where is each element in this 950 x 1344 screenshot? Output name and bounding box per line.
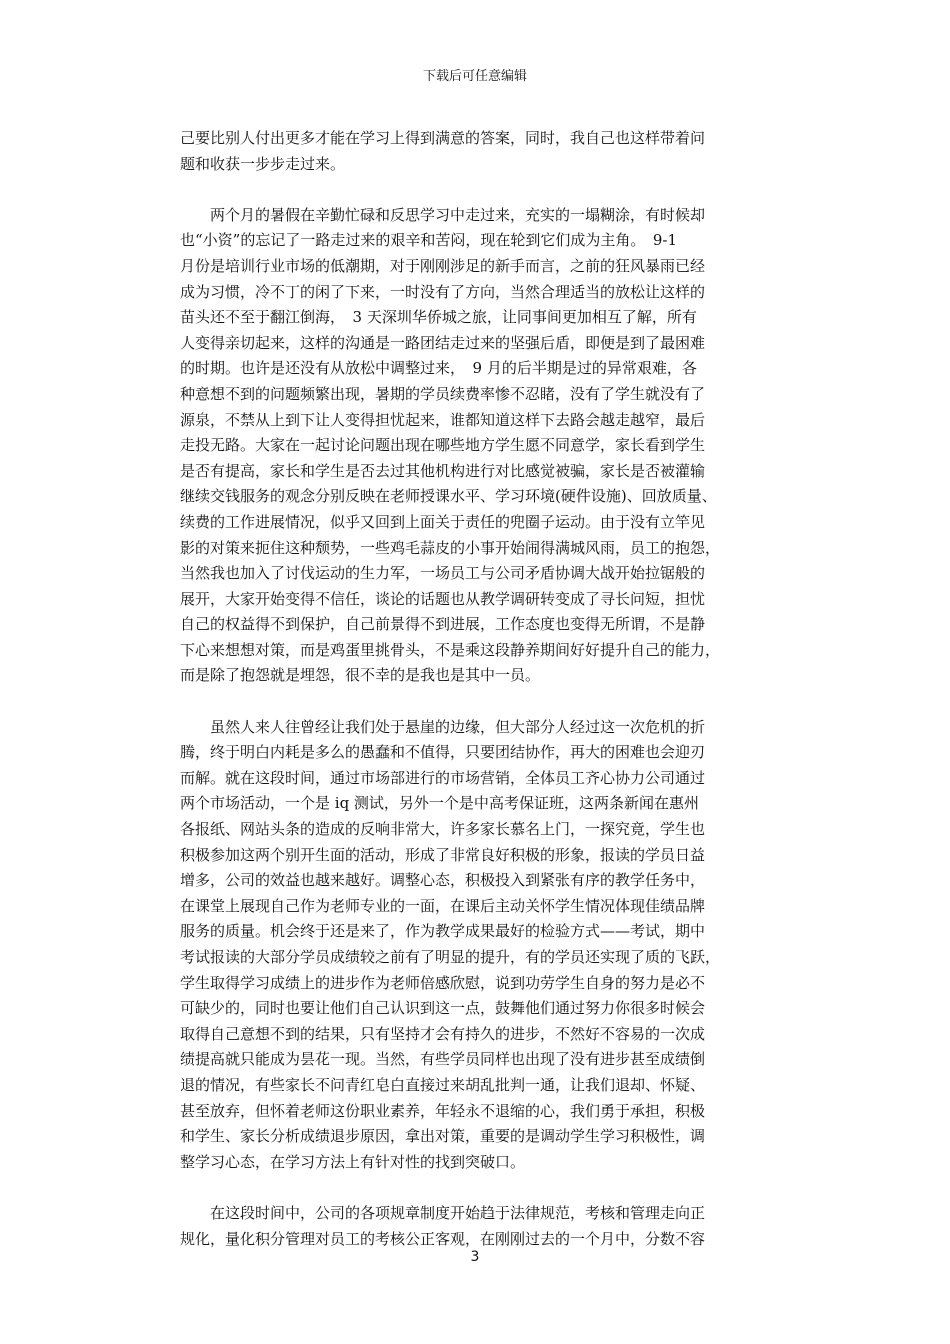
text-line: 在这段时间中，公司的各项规章制度开始趋于法律规范，考核和管理走向正: [180, 1203, 706, 1222]
text-line: 下心来想想对策，而是鸡蛋里挑骨头，不是乘这段静养期间好好提升自己的能力，: [180, 640, 721, 659]
text-line: 各报纸、网站头条的造成的反响非常大，许多家长慕名上门，一探究竟，学生也: [180, 820, 706, 839]
text-line: 种意想不到的问题频繁出现，暑期的学员续费率惨不忍睹，没有了学生就没有了: [180, 384, 706, 403]
text-line: 学生取得学习成绩上的进步作为老师倍感欣慰，说到功劳学生自身的努力是必不: [180, 973, 706, 992]
text-line: 可缺少的，同时也要让他们自己认识到这一点，鼓舞他们通过努力你很多时候会: [180, 999, 706, 1018]
text-line: 自己的权益得不到保护，自己前景得不到进展，工作态度也变得无所谓，不是静: [180, 615, 706, 634]
page-number: 3: [470, 1249, 480, 1265]
text-line: 增多，公司的效益也越来越好。调整心态，积极投入到紧张有序的教学任务中，: [180, 871, 706, 890]
text-line: 也“小资”的忘记了一路走过来的艰辛和苦闷，现在轮到它们成为主角。 9-1: [180, 231, 677, 250]
text-line: 继续交钱服务的观念分别反映在老师授课水平、学习环境(硬件设施)、回放质量、: [180, 487, 717, 506]
text-line: 续费的工作进展情况，似乎又回到上面关于责任的兜圈子运动。由于没有立竿见: [180, 512, 706, 531]
text-line: 当然我也加入了讨伐运动的生力军，一场员工与公司矛盾协调大战开始拉锯般的: [180, 564, 706, 583]
text-line: 源泉，不禁从上到下让人变得担忧起来，谁都知道这样下去路会越走越窄，最后: [180, 410, 706, 429]
text-line: 在课堂上展现自己作为老师专业的一面，在课后主动关怀学生情况体现佳绩品牌: [180, 896, 706, 915]
text-line: 成为习惯，冷不丁的闲了下来，一时没有了方向，当然合理适当的放松让这样的: [180, 282, 706, 301]
text-line: 绩提高就只能成为昙花一现。当然，有些学员同样也出现了没有进步甚至成绩倒: [180, 1050, 706, 1069]
text-line: 取得自己意想不到的结果，只有坚持才会有持久的进步，不然好不容易的一次成: [180, 1024, 706, 1043]
text-line: 两个月的暑假在辛勤忙碌和反思学习中走过来，充实的一塌糊涂，有时候却: [180, 205, 706, 224]
text-line: 影的对策来扼住这种颓势，一些鸡毛蒜皮的小事开始闹得满城风雨，员工的抱怨，: [180, 538, 721, 557]
document-body: [180, 126, 780, 1252]
text-line: 走投无路。大家在一起讨论问题出现在哪些地方学生愿不同意学，家长看到学生: [180, 436, 706, 455]
paragraph: [180, 126, 780, 177]
text-line: 人变得亲切起来，这样的沟通是一路团结走过来的坚强后盾，即便是到了最困难: [180, 333, 706, 352]
paragraph: [180, 715, 780, 1176]
text-line: 而是除了抱怨就是埋怨，很不幸的是我也是其中一员。: [180, 666, 541, 685]
text-line: 退的情况，有些家长不问青红皂白直接过来胡乱批判一通，让我们退却、怀疑、: [180, 1075, 706, 1094]
text-line: 和学生、家长分析成绩退步原因，拿出对策，重要的是调动学生学习积极性，调: [180, 1127, 706, 1146]
text-line: 的时期。也许是还没有从放松中调整过来， 9 月的后半期是过的异常艰难，各: [180, 359, 697, 378]
paragraph: [180, 1201, 780, 1252]
text-line: 整学习心态，在学习方法上有针对性的找到突破口。: [180, 1152, 526, 1171]
text-line: 腾，终于明白内耗是多么的愚蠢和不值得，只要团结协作，再大的困难也会迎刃: [180, 743, 706, 762]
text-line: 展开，大家开始变得不信任，谈论的话题也从教学调研转变成了寻长问短，担忧: [180, 589, 706, 608]
text-line: 而解。就在这段时间，通过市场部进行的市场营销，全体员工齐心协力公司通过: [180, 768, 706, 787]
text-line: 是否有提高，家长和学生是否去过其他机构进行对比感觉被骗，家长是否被灌输: [180, 461, 706, 480]
text-line: 两个市场活动，一个是 iq 测试，另外一个是中高考保证班，这两条新闻在惠州: [180, 794, 699, 813]
text-line: 苗头还不至于翻江倒海， 3 天深圳华侨城之旅，让同事间更加相互了解，所有: [180, 308, 697, 327]
text-line: 甚至放弃，但怀着老师这份职业素养，年轻永不退缩的心，我们勇于承担，积极: [180, 1101, 706, 1120]
page-header: 下载后可任意编辑: [422, 69, 527, 84]
text-line: 考试报读的大部分学员成绩较之前有了明显的提升，有的学员还实现了质的飞跃，: [180, 948, 721, 966]
text-line: 己要比别人付出更多才能在学习上得到满意的答案，同时，我自己也这样带着问: [180, 129, 706, 147]
text-line: 规化，量化积分管理对员工的考核公正客观，在刚刚过去的一个月中，分数不容: [180, 1229, 706, 1248]
paragraph: [180, 203, 780, 689]
text-line: 虽然人来人往曾经让我们处于悬崖的边缘，但大部分人经过这一次危机的折: [180, 717, 706, 736]
text-line: 月份是培训行业市场的低潮期，对于刚刚涉足的新手而言，之前的狂风暴雨已经: [180, 256, 706, 275]
text-line: 题和收获一步步走过来。: [180, 154, 346, 173]
text-line: 服务的质量。机会终于还是来了，作为教学成果最好的检验方式——考试，期中: [180, 922, 706, 941]
text-line: 积极参加这两个别开生面的活动，形成了非常良好积极的形象，报读的学员日益: [180, 845, 706, 864]
